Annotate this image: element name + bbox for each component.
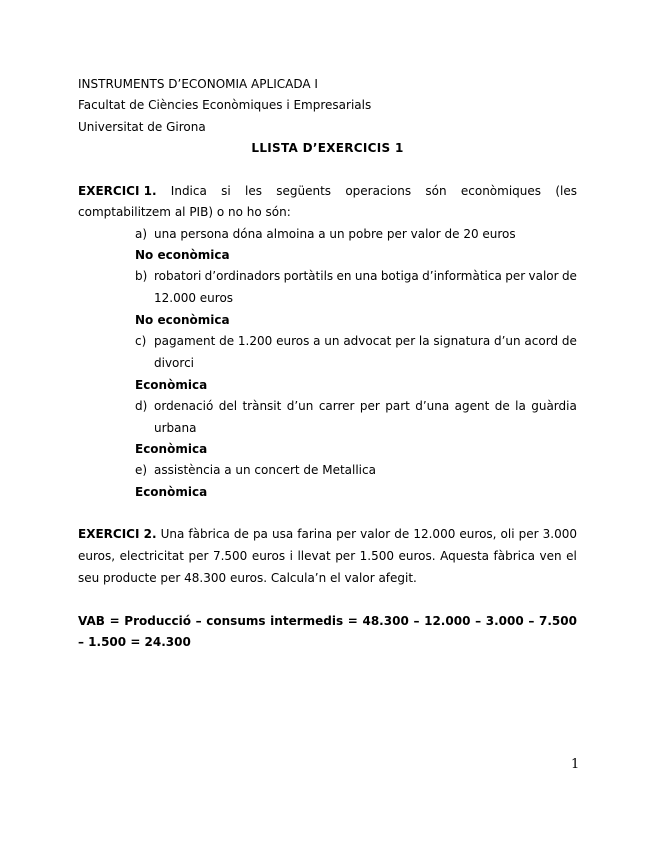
item-e-text: assistència a un concert de Metallica xyxy=(154,463,376,477)
item-d-text-line1: ordenació del trànsit d’un carrer per part d’una agent de la guàrdia xyxy=(154,399,577,413)
university-name: Universitat de Girona xyxy=(78,120,206,134)
exercise1-intro-line1: EXERCICI 1. Indica si les següents operacions són econòmiques (les xyxy=(78,184,577,198)
item-b-answer: No econòmica xyxy=(135,313,230,327)
item-c-answer: Econòmica xyxy=(135,378,208,392)
item-a-letter: a) xyxy=(135,227,148,241)
exercise2-line3: seu producte per 48.300 euros. Calcula’n el valor afegit. xyxy=(78,571,417,585)
item-e-letter: e) xyxy=(135,463,148,477)
exercise2-answer-line1: VAB = Producció – consums intermedis = 48.300 – 12.000 – 3.000 – 7.500 xyxy=(78,614,577,628)
exercise1-label: EXERCICI 1. xyxy=(78,184,157,198)
item-a-answer: No econòmica xyxy=(135,248,230,262)
course-name: INSTRUMENTS D’ECONOMIA APLICADA I xyxy=(78,77,318,91)
item-e-answer: Econòmica xyxy=(135,485,208,499)
page-number: 1 xyxy=(571,757,580,772)
exercise2-label: EXERCICI 2. xyxy=(78,527,157,541)
item-b-letter: b) xyxy=(135,269,148,283)
page-title: LLISTA D’EXERCICIS 1 xyxy=(251,141,404,155)
exercise2-answer-line2: – 1.500 = 24.300 xyxy=(78,635,191,649)
item-c-text-line1: pagament de 1.200 euros a un advocat per la signatura d’un acord de xyxy=(154,334,577,348)
exercise1-intro-line2: comptabilitzem al PIB) o no ho són: xyxy=(78,205,291,219)
item-d-letter: d) xyxy=(135,399,148,413)
item-b-text-line1: robatori d’ordinadors portàtils en una botiga d’informàtica per valor de xyxy=(154,269,577,283)
faculty-name: Facultat de Ciències Econòmiques i Empresarials xyxy=(78,98,372,112)
exercise2-line1: EXERCICI 2. Una fàbrica de pa usa farina per valor de 12.000 euros, oli per 3.000 xyxy=(78,527,577,541)
item-d-answer: Econòmica xyxy=(135,442,208,456)
item-c-text-line2: divorci xyxy=(154,356,194,370)
item-b-text-line2: 12.000 euros xyxy=(154,291,234,305)
item-c-letter: c) xyxy=(135,334,147,348)
item-a-text: una persona dóna almoina a un pobre per valor de 20 euros xyxy=(154,227,516,241)
exercise2-line2: euros, electricitat per 7.500 euros i llevat per 1.500 euros. Aquesta fàbrica ven el xyxy=(78,549,577,563)
item-d-text-line2: urbana xyxy=(154,421,197,435)
